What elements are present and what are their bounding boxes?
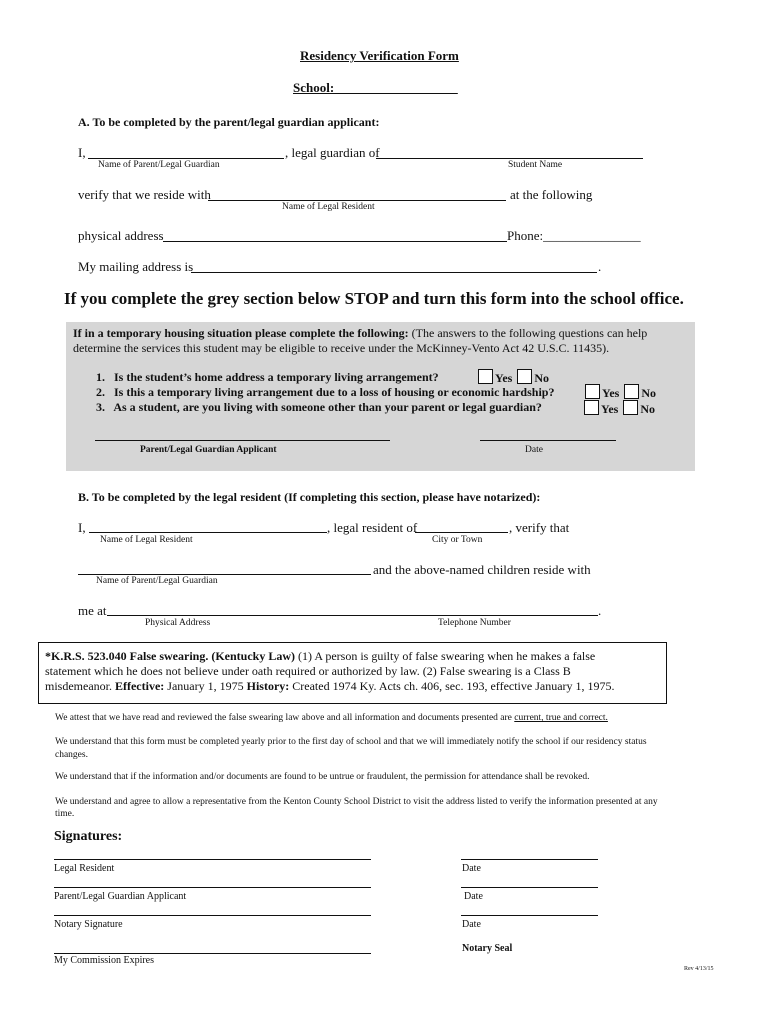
krs-line1 [45, 649, 595, 664]
caption-guardian-applicant: Parent/Legal Guardian Applicant [140, 445, 277, 455]
legal-resident-date-line[interactable] [461, 859, 598, 860]
grey-intro-line2: determine the services this student may be eligible to receive under the McKinney-Vento Act 42 U.S.C. 11435). [73, 341, 610, 355]
krs-history-value: Created 1974 Ky. Acts ch. 406, sec. 193, effective January 1, 1975. [289, 679, 615, 693]
caption-parent: Name of Parent/Legal Guardian [98, 160, 220, 170]
section-a-i: I, [78, 145, 86, 160]
guardian-signature-line[interactable] [95, 440, 390, 441]
question-num: 1. [96, 370, 105, 384]
attestation-4: We understand and agree to allow a representative from the Kenton County School District to visit the address listed to verify the information presented at any [55, 797, 658, 807]
question-text: Is the student’s home address a temporary living arrangement? [114, 370, 439, 384]
caption-resident: Name of Legal Resident [282, 202, 375, 212]
caption-telephone: Telephone Number [438, 618, 511, 628]
question-2 [96, 385, 554, 400]
question-3 [96, 400, 542, 415]
legal-guardian-of: , legal guardian of [285, 145, 380, 160]
krs-history-label: History: [246, 679, 290, 693]
parent-name-line[interactable] [88, 158, 284, 159]
krs-line3 [45, 679, 615, 694]
grey-intro [73, 326, 647, 341]
checkbox-yes-1[interactable] [478, 369, 493, 384]
caption-city: City or Town [432, 535, 483, 545]
attestation-2: We understand that this form must be completed yearly prior to the first day of school and that we will immediately notify the school if our residency status [55, 737, 647, 747]
resident-name-line[interactable] [208, 200, 506, 201]
commission-expires-line[interactable] [54, 953, 371, 954]
legal-resident-of: , legal resident of [327, 520, 418, 535]
question-1-answers [476, 369, 549, 386]
caption-legal-resident: Name of Legal Resident [100, 535, 193, 545]
signatures-heading: Signatures: [54, 829, 123, 844]
phone-field[interactable]: Phone:_______________ [507, 228, 641, 243]
attestation-2b: changes. [55, 750, 88, 760]
at-following: at the following [510, 187, 593, 202]
checkbox-yes-3[interactable] [584, 400, 599, 415]
guardian-applicant-date-line[interactable] [461, 887, 598, 888]
sig-legal-resident: Legal Resident [54, 863, 115, 874]
attestation-4b: time. [55, 809, 75, 819]
question-1 [96, 370, 439, 385]
stop-notice: If you complete the grey section below STOP and turn this form into the school office. [64, 289, 684, 308]
yes-label: Yes [495, 371, 513, 385]
school-field[interactable]: School:___________________ [293, 80, 458, 95]
grey-date-line[interactable] [480, 440, 616, 441]
checkbox-no-3[interactable] [623, 400, 638, 415]
grey-intro-rest: (The answers to the following questions can help [411, 326, 648, 340]
caption-physical-address: Physical Address [145, 618, 211, 628]
krs-line1-rest: (1) A person is guilty of false swearing when he makes a false [295, 649, 596, 663]
section-b-parent-line[interactable] [78, 574, 371, 575]
question-text: Is this a temporary living arrangement due to a loss of housing or economic hardship? [114, 385, 555, 399]
student-name-line[interactable] [376, 158, 643, 159]
reside-with: and the above-named children reside with [373, 562, 591, 577]
legal-resident-signature-line[interactable] [54, 859, 371, 860]
krs-line2: statement which he does not believe under oath required or authorized by law. (2) False swearing is a Class B [45, 664, 571, 678]
krs-effective-label: Effective: [114, 679, 165, 693]
question-2-answers [583, 384, 656, 401]
checkbox-no-1[interactable] [517, 369, 532, 384]
legal-resident-name-line[interactable] [89, 532, 327, 533]
section-b-address-line[interactable] [107, 615, 598, 616]
sig-notary: Notary Signature [54, 919, 123, 930]
mailing-end: . [598, 259, 602, 274]
krs-misdemeanor: misdemeanor. [45, 679, 115, 693]
section-a-heading: A. To be completed by the parent/legal guardian applicant: [78, 115, 380, 129]
caption-section-b-parent: Name of Parent/Legal Guardian [96, 576, 218, 586]
sig-notary-date: Date [462, 919, 481, 930]
section-b-heading: B. To be completed by the legal resident (If completing this section, please have notarized): [78, 490, 541, 504]
city-line[interactable] [415, 532, 508, 533]
mailing-label: My mailing address is [78, 259, 194, 274]
question-num: 2. [96, 385, 105, 399]
physical-address-label: physical address [78, 228, 164, 243]
no-label: No [641, 386, 657, 400]
mailing-address-line[interactable] [191, 272, 597, 273]
krs-effective-value: January 1, 1975 [164, 679, 247, 693]
notary-date-line[interactable] [461, 915, 598, 916]
attestation-3: We understand that if the information and/or documents are found to be untrue or fraudulent, the permission for attendance shall be revoked. [55, 772, 590, 782]
verify-reside: verify that we reside with [78, 187, 211, 202]
attestation-1-underlined: current, true and correct. [514, 713, 608, 723]
attestation-1 [55, 712, 608, 725]
attestation-1-text: We attest that we have read and reviewed the false swearing law above and all information and documents presented are [55, 713, 515, 723]
yes-label: Yes [602, 386, 620, 400]
caption-student: Student Name [508, 160, 563, 170]
question-text: As a student, are you living with someone other than your parent or legal guardian? [113, 400, 542, 414]
notary-seal: Notary Seal [462, 943, 513, 954]
form-title: Residency Verification Form [300, 48, 459, 63]
yes-label: Yes [601, 402, 619, 416]
commission-expires: My Commission Expires [54, 955, 155, 966]
revision-number: Rev 4/13/15 [684, 966, 714, 972]
question-num: 3. [96, 400, 105, 414]
section-b-i: I, [78, 520, 86, 535]
sig-legal-resident-date: Date [462, 863, 481, 874]
grey-intro-bold: If in a temporary housing situation please complete the following: [73, 326, 409, 340]
physical-address-line[interactable] [163, 241, 507, 242]
notary-signature-line[interactable] [54, 915, 371, 916]
question-3-answers [582, 400, 655, 417]
krs-title: *K.R.S. 523.040 False swearing. (Kentucky Law) [45, 649, 295, 663]
sig-guardian-applicant: Parent/Legal Guardian Applicant [54, 891, 187, 902]
me-at: me at [78, 603, 107, 618]
no-label: No [534, 371, 550, 385]
me-at-end: . [598, 603, 602, 618]
checkbox-yes-2[interactable] [585, 384, 600, 399]
verify-that: , verify that [509, 520, 570, 535]
caption-grey-date: Date [525, 445, 543, 455]
sig-guardian-applicant-date: Date [464, 891, 483, 902]
guardian-applicant-signature-line[interactable] [54, 887, 371, 888]
no-label: No [640, 402, 656, 416]
checkbox-no-2[interactable] [624, 384, 639, 399]
